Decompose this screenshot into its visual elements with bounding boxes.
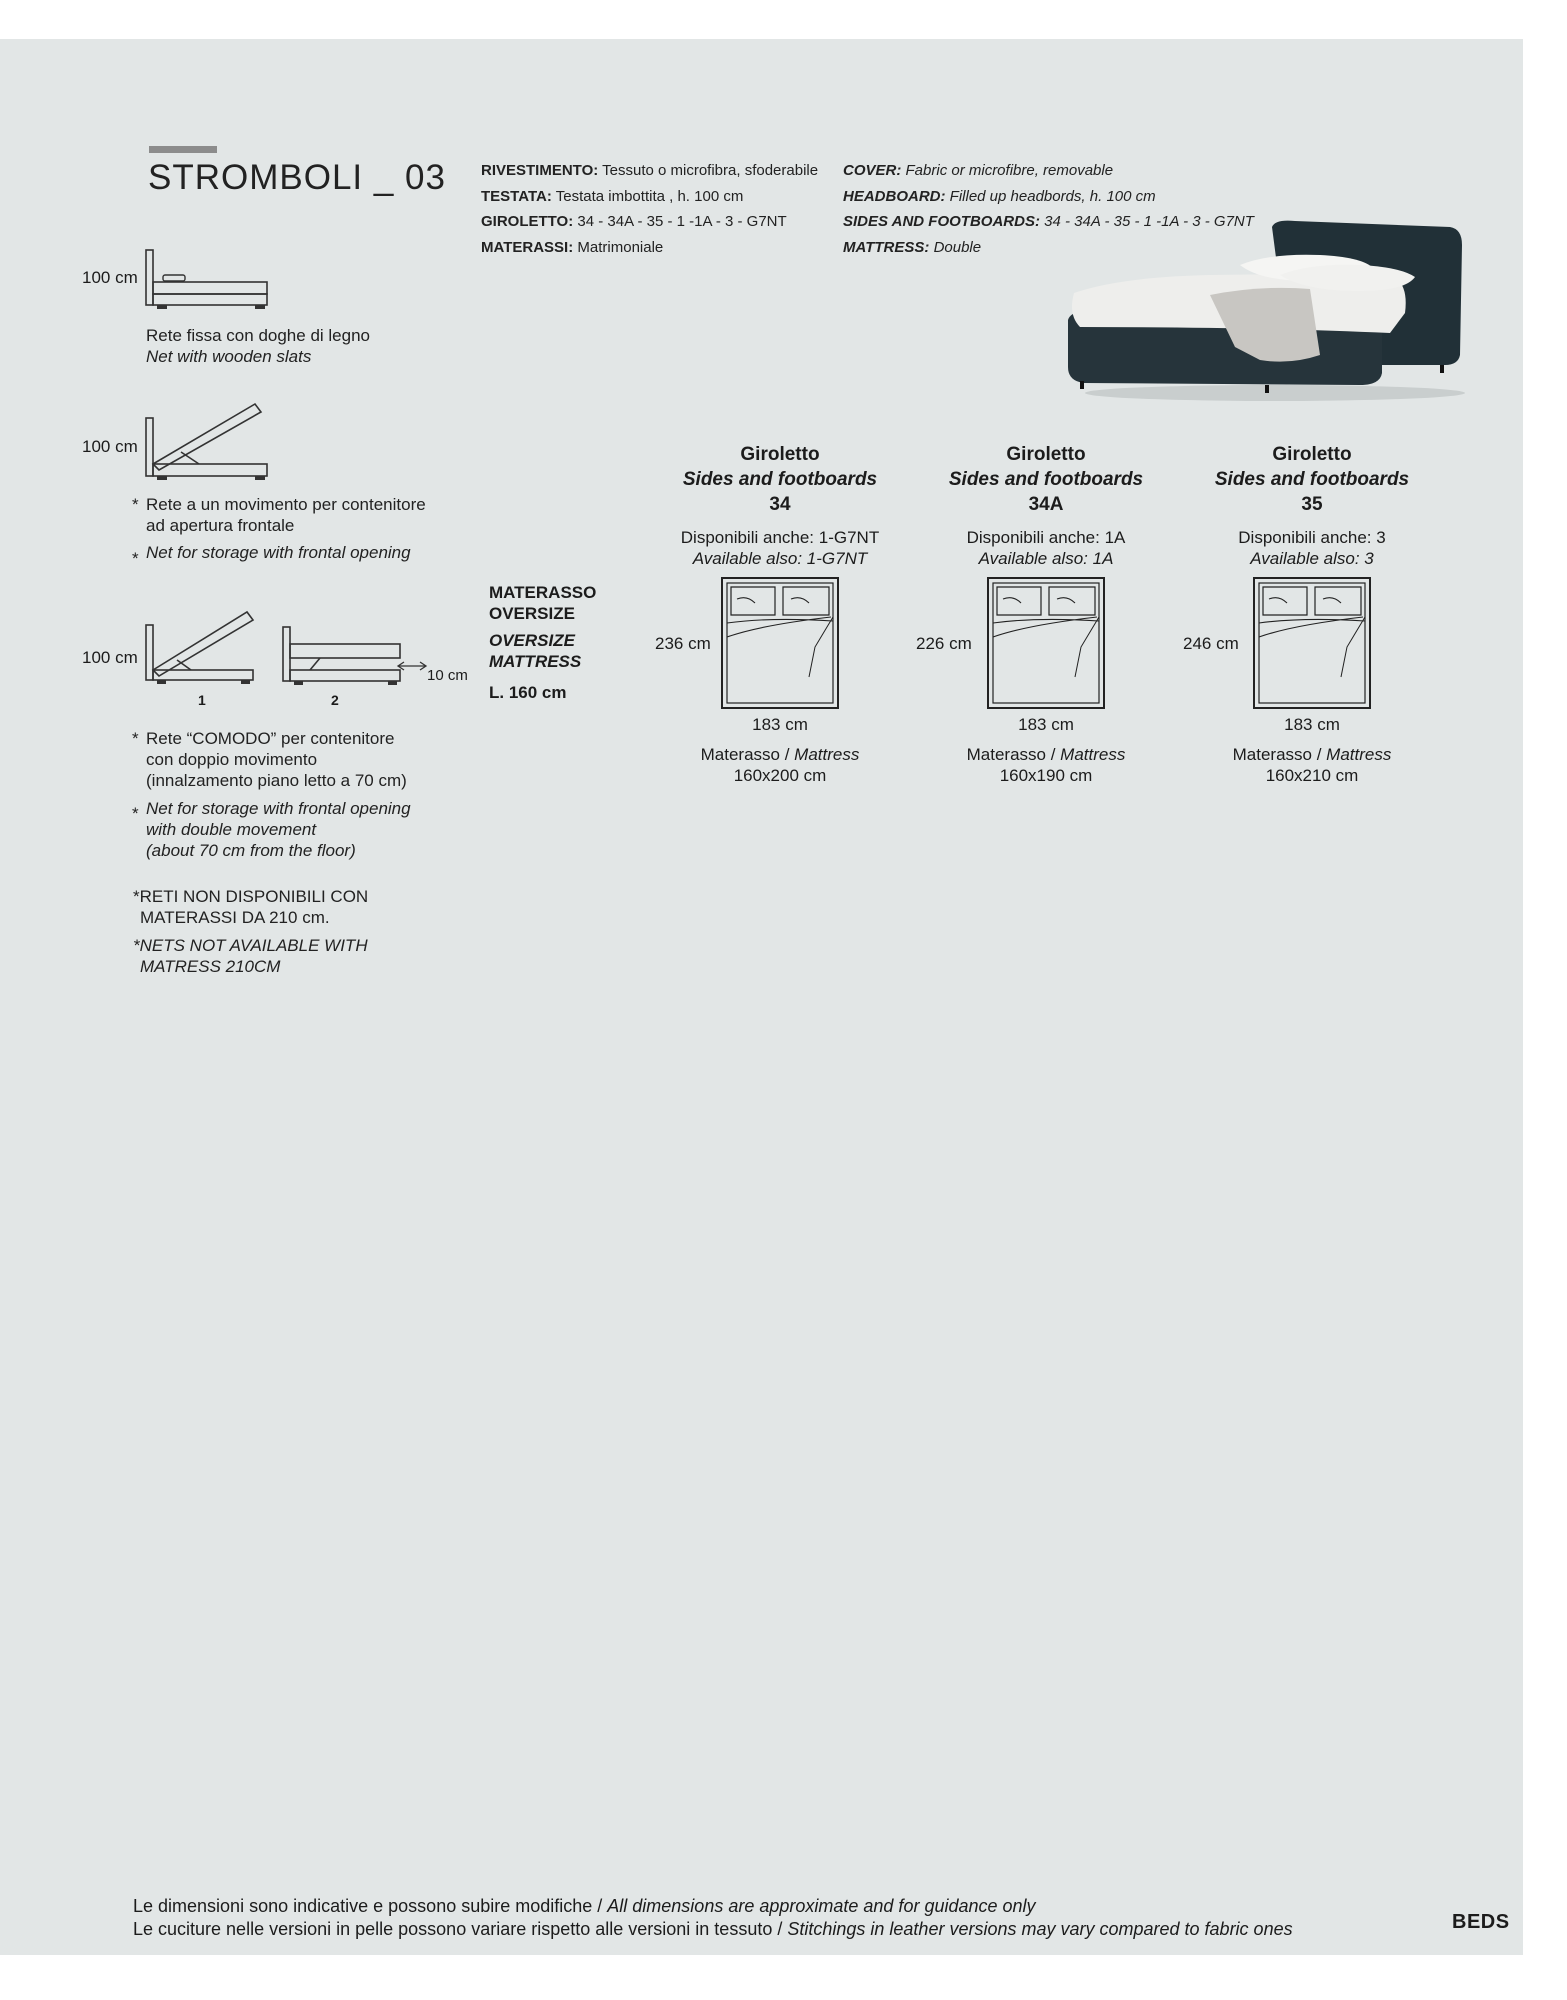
- spec-row: RIVESTIMENTO: Tessuto o microfibra, sfoderabile: [481, 162, 819, 179]
- fixed-net-diagram: [143, 247, 273, 317]
- bed-width: 183 cm: [752, 715, 808, 734]
- bed-width: 183 cm: [1284, 715, 1340, 734]
- footer-disclaimer: Le dimensioni sono indicative e possono subire modifiche / All dimensions are approximate and for guidance only Le cuciture nelle versioni in pelle possono variare rispetto alle versioni in tessuto / Stitchings in leather versions may vary compared to fabric ones: [133, 1896, 1293, 1939]
- spec-row: SIDES AND FOOTBOARDS: 34 - 34A - 35 - 1 -1A - 3 - G7NT: [843, 213, 1254, 230]
- bed-length: 246 cm: [1183, 634, 1239, 653]
- spec-row: COVER: Fabric or microfibre, removable: [843, 162, 1114, 179]
- spec-row: TESTATA: Testata imbottita , h. 100 cm: [481, 187, 744, 205]
- mattress-size: Materasso / Mattress 160x210 cm: [1232, 745, 1392, 785]
- spec-row: MATTRESS: Double: [843, 238, 982, 256]
- net-description: * Rete “COMODO” per contenitore con doppio movimento (innalzamento piano letto a 70 cm) * Net for storage with frontal opening with double movement (about 70 cm from the floor): [132, 729, 411, 860]
- availability: Disponibili anche: 1-G7NT Available also: 1-G7NT: [680, 528, 880, 568]
- bed-plan-diagram: [987, 577, 1105, 709]
- comodo-net-diagram-1: [143, 608, 263, 688]
- spec-row: HEADBOARD: Filled up headbords, h. 100 cm: [843, 187, 1156, 205]
- column-header: Giroletto Sides and footboards 34A: [948, 444, 1144, 515]
- net-height-label: 100 cm: [82, 268, 138, 287]
- net-description: * Rete a un movimento per contenitore ad apertura frontale * Net for storage with frontal opening: [132, 495, 426, 568]
- bed-plan-diagram: [1253, 577, 1371, 709]
- nets-warning: *RETI NON DISPONIBILI CON MATERASSI DA 210 cm. *NETS NOT AVAILABLE WITH MATRESS 210CM: [133, 887, 369, 976]
- bed-width: 183 cm: [1018, 715, 1074, 734]
- storage-net-diagram: [143, 398, 273, 488]
- title-accent-bar: [149, 146, 217, 153]
- product-title: STROMBOLI _ 03: [148, 158, 446, 197]
- availability: Disponibili anche: 1A Available also: 1A: [966, 528, 1126, 568]
- section-label: BEDS: [1452, 1911, 1510, 1933]
- availability: Disponibili anche: 3 Available also: 3: [1238, 528, 1386, 568]
- bed-plan-diagram: [721, 577, 839, 709]
- step-label: 2: [331, 692, 339, 708]
- step-label: 1: [198, 692, 206, 708]
- column-header: Giroletto Sides and footboards 35: [1214, 444, 1410, 515]
- net-height-label: 100 cm: [82, 648, 138, 667]
- oversize-mattress-label: MATERASSO OVERSIZE OVERSIZE MATTRESS L. 160 cm: [489, 583, 597, 702]
- bed-length: 236 cm: [655, 634, 711, 653]
- mattress-size: Materasso / Mattress 160x200 cm: [700, 745, 860, 785]
- net-description: Rete fissa con doghe di legno Net with wooden slats: [146, 326, 370, 366]
- extension-label: 10 cm: [427, 667, 468, 684]
- comodo-net-diagram-2: [280, 624, 430, 690]
- net-height-label: 100 cm: [82, 437, 138, 456]
- spec-row: GIROLETTO: 34 - 34A - 35 - 1 -1A - 3 - G7NT: [481, 213, 787, 230]
- bed-product-image: [1060, 215, 1472, 405]
- bed-length: 226 cm: [916, 634, 972, 653]
- mattress-size: Materasso / Mattress 160x190 cm: [966, 745, 1126, 785]
- spec-row: MATERASSI: Matrimoniale: [481, 238, 664, 256]
- column-header: Giroletto Sides and footboards 34: [682, 444, 878, 515]
- specs-italian: [481, 158, 818, 260]
